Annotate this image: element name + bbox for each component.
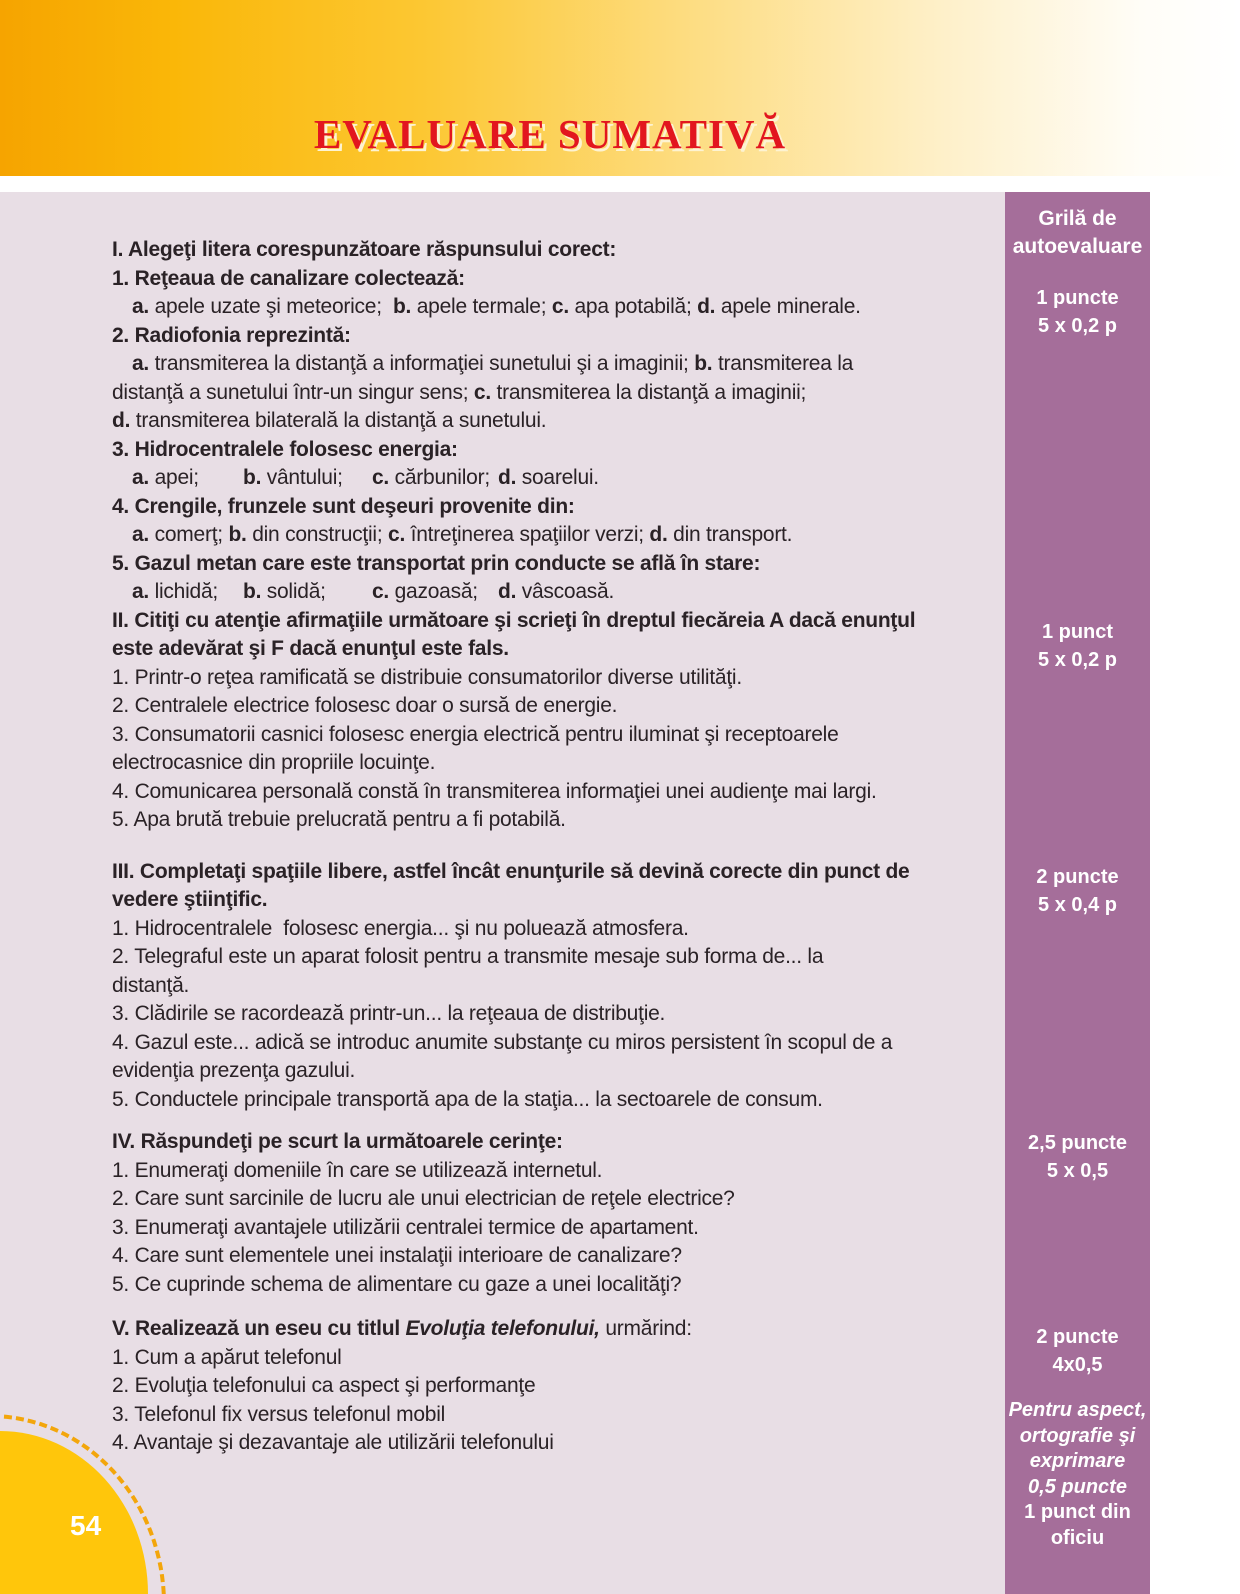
text-segment: 3. Enumeraţi avantajele utilizării centralei termice de apartament. xyxy=(112,1215,699,1239)
question-line xyxy=(112,692,1005,721)
text-segment: transmiterea la distanţă a imaginii; xyxy=(490,380,807,404)
text-segment: gazoasă; xyxy=(389,580,478,603)
question-line xyxy=(112,1271,1005,1300)
question-line xyxy=(112,322,1005,351)
text-segment: 2 puncte xyxy=(1036,1326,1119,1348)
text-segment: I. Alegeţi litera corespunzătoare răspunsului corect: xyxy=(112,238,617,261)
text-segment: c. xyxy=(551,295,569,318)
question-section xyxy=(112,607,1005,835)
text-segment: 5. Apa brută trebuie prelucrată pentru a fi potabilă. xyxy=(112,808,566,831)
text-segment: 3. Consumatorii casnici folosesc energia electrică pentru iluminat şi receptoarele xyxy=(112,722,839,746)
score-entry-line xyxy=(1005,1158,1150,1186)
text-segment: vedere ştiinţific. xyxy=(112,888,268,911)
answer-option xyxy=(498,578,614,607)
text-segment: apa potabilă; xyxy=(568,295,698,318)
text-segment: Pentru aspect, xyxy=(1008,1399,1147,1421)
text-segment: 5. Gazul metan care este transportat prin conducte se află în stare: xyxy=(112,551,761,575)
question-section xyxy=(112,1315,1005,1458)
text-segment: distanţă a sunetului într-un singur sens; xyxy=(112,380,474,404)
text-segment: b. xyxy=(228,523,247,546)
question-line xyxy=(112,1185,1005,1214)
text-segment: întreţinerea spaţiilor verzi; xyxy=(405,523,650,546)
question-line xyxy=(112,407,1005,436)
question-line xyxy=(112,436,1005,465)
score-entry-line xyxy=(1005,285,1150,313)
question-line xyxy=(112,1057,1005,1086)
score-entry-line xyxy=(1005,1424,1150,1450)
text-segment: 4. Comunicarea personală constă în transmiterea informaţiei unei audienţe mai largi. xyxy=(112,779,877,803)
text-segment: 1 punct xyxy=(1041,621,1114,643)
score-entry-line xyxy=(1005,1130,1150,1158)
text-segment: apei; xyxy=(149,466,199,489)
question-section xyxy=(112,1128,1005,1299)
answer-option xyxy=(372,464,490,493)
text-segment: distanţă. xyxy=(112,973,190,997)
text-segment: exprimare xyxy=(1029,1450,1126,1472)
score-entry xyxy=(1005,285,1150,340)
text-segment: a. xyxy=(132,466,150,489)
answer-option xyxy=(132,464,199,493)
text-segment: lichidă; xyxy=(149,580,218,603)
question-line xyxy=(112,578,1005,607)
score-entry-line xyxy=(1005,313,1150,341)
score-entry-line xyxy=(1005,647,1150,675)
text-segment: 3. Telefonul fix versus telefonul mobil xyxy=(112,1402,446,1426)
score-entry-line xyxy=(1005,1500,1150,1526)
text-segment: 1. Cum a apărut telefonul xyxy=(112,1345,342,1369)
text-segment: solidă; xyxy=(261,580,326,603)
text-segment: din transport. xyxy=(667,523,793,546)
text-segment: II. Citiţi cu atenţie afirmaţiile următoare şi scrieţi în dreptul fiecăreia A dacă enunţul xyxy=(112,608,916,632)
score-entry-line xyxy=(1005,892,1150,920)
text-segment: 4. Care sunt elementele unei instalaţii interioare de canalizare? xyxy=(112,1244,682,1267)
text-segment: 2. Evoluţia telefonului ca aspect şi performanţe xyxy=(112,1374,536,1397)
question-line xyxy=(112,778,1005,807)
text-segment: din construcţii; xyxy=(246,523,389,546)
text-segment: 2 puncte xyxy=(1036,866,1119,888)
text-segment: 5 x 0,2 p xyxy=(1038,648,1117,671)
question-line xyxy=(112,1315,1005,1344)
question-line xyxy=(112,1214,1005,1243)
text-segment: c. xyxy=(388,523,406,546)
question-line xyxy=(112,1344,1005,1373)
text-segment: 5 x 0,4 p xyxy=(1038,893,1117,916)
question-line xyxy=(112,943,1005,972)
answer-option xyxy=(243,578,326,607)
score-entry xyxy=(1005,1324,1150,1379)
text-segment: 3. Clădirile se racordează printr-un... la reţeaua de distribuţie. xyxy=(112,1002,666,1025)
score-entry xyxy=(1005,864,1150,919)
question-line xyxy=(112,236,1005,265)
text-segment: vâscoasă. xyxy=(516,580,615,603)
text-segment: apele minerale. xyxy=(715,295,861,318)
question-line xyxy=(112,635,1005,664)
text-segment: 1. Hidrocentralele folosesc energia... şi nu poluează atmosfera. xyxy=(112,916,689,940)
text-segment: 4. Crengile, frunzele sunt deşeuri provenite din: xyxy=(112,494,575,518)
text-segment: d. xyxy=(112,409,131,432)
answer-option xyxy=(498,464,599,493)
text-segment: apele termale; xyxy=(411,295,552,318)
text-segment: 5 x 0,2 p xyxy=(1038,314,1117,337)
question-line xyxy=(112,1000,1005,1029)
score-entry-line xyxy=(1005,1398,1150,1424)
question-line xyxy=(112,379,1005,408)
text-segment: IV. Răspundeţi pe scurt la următoarele cerinţe: xyxy=(112,1130,563,1153)
questions-area xyxy=(0,192,1005,1594)
text-segment: electrocasnice din propriile locuinţe. xyxy=(112,751,436,774)
text-segment: vântului; xyxy=(261,466,343,489)
question-line xyxy=(112,350,1005,379)
text-segment: c. xyxy=(473,380,491,404)
score-entry xyxy=(1005,1398,1150,1551)
questions-text xyxy=(112,236,1005,1458)
question-line xyxy=(112,1429,1005,1458)
text-segment: c. xyxy=(372,580,390,603)
text-segment: oficiu xyxy=(1050,1526,1105,1549)
answer-option xyxy=(132,578,218,607)
self-evaluation-panel-title xyxy=(1005,205,1150,261)
text-segment: d. xyxy=(649,523,668,546)
question-line xyxy=(112,1242,1005,1271)
text-segment: urmărind: xyxy=(599,1317,692,1340)
text-segment: a. xyxy=(132,295,150,318)
question-line xyxy=(112,664,1005,693)
panel-title-line: Grilă de xyxy=(1038,207,1117,230)
text-segment: transmiterea bilaterală la distanţă a sunetului. xyxy=(130,409,547,432)
question-line xyxy=(112,1401,1005,1430)
text-segment: comerţ; xyxy=(149,523,229,546)
text-segment: 1 punct din xyxy=(1024,1501,1131,1523)
score-entry-line xyxy=(1005,619,1150,647)
text-segment: 5 x 0,5 xyxy=(1046,1159,1109,1182)
text-segment: 2. Telegraful este un aparat folosit pentru a transmite mesaje sub forma de... la xyxy=(112,945,824,968)
text-segment: d. xyxy=(498,580,517,603)
question-line xyxy=(112,1157,1005,1186)
score-entry-line xyxy=(1005,1324,1150,1352)
text-segment: 1. Reţeaua de canalizare colectează: xyxy=(112,266,465,290)
text-segment: 5. Conductele principale transportă apa de la staţia... la sectoarele de consum. xyxy=(112,1087,823,1111)
answer-option xyxy=(243,464,343,493)
score-entry-line xyxy=(1005,864,1150,892)
text-segment: ortografie şi xyxy=(1019,1424,1136,1447)
score-entry-line xyxy=(1005,1449,1150,1475)
text-segment: 1. Enumeraţi domeniile în care se utilizează internetul. xyxy=(112,1158,603,1182)
text-segment: b. xyxy=(694,352,713,375)
question-line xyxy=(112,607,1005,636)
question-line xyxy=(112,858,1005,887)
question-line xyxy=(112,915,1005,944)
score-entry xyxy=(1005,1130,1150,1185)
self-evaluation-panel xyxy=(1005,192,1150,1594)
text-segment: a. xyxy=(132,523,150,546)
page-number: 54 xyxy=(70,1510,102,1541)
text-segment: este adevărat şi F dacă enunţul este fals. xyxy=(112,637,509,660)
text-segment: cărbunilor; xyxy=(389,466,490,489)
text-segment: 1. Printr-o reţea ramificată se distribuie consumatorilor diverse utilităţi. xyxy=(112,665,742,689)
page-title: EVALUARE SUMATIVĂ xyxy=(313,111,787,157)
question-section xyxy=(112,858,1005,1115)
text-segment: 5. Ce cuprinde schema de alimentare cu gaze a unei localităţi? xyxy=(112,1272,682,1296)
text-segment: c. xyxy=(372,466,390,489)
text-segment: 0,5 puncte xyxy=(1028,1475,1127,1498)
question-line xyxy=(112,1029,1005,1058)
text-segment: 3. Hidrocentralele folosesc energia: xyxy=(112,437,458,461)
question-line xyxy=(112,972,1005,1001)
answer-option xyxy=(372,578,478,607)
text-segment: apele uzate şi meteorice; xyxy=(149,295,393,318)
text-segment: 2. Radiofonia reprezintă: xyxy=(112,323,351,347)
question-line xyxy=(112,293,1005,322)
text-segment: b. xyxy=(243,580,262,603)
text-segment: soarelui. xyxy=(516,466,599,489)
text-segment: Evoluţia telefonului, xyxy=(405,1317,600,1340)
text-segment: b. xyxy=(243,466,262,489)
text-segment: 2. Centralele electrice folosesc doar o sursă de energie. xyxy=(112,694,618,717)
question-line xyxy=(112,721,1005,750)
question-line xyxy=(112,749,1005,778)
text-segment: b. xyxy=(392,295,412,318)
text-segment: a. xyxy=(132,352,150,375)
score-entry-line xyxy=(1005,1352,1150,1380)
page-header-banner xyxy=(0,0,1240,176)
text-segment: d. xyxy=(498,466,517,489)
question-line xyxy=(112,493,1005,522)
question-line xyxy=(112,1086,1005,1115)
text-segment: V. Realizează un eseu cu titlul xyxy=(112,1317,406,1340)
text-segment: 1 puncte xyxy=(1036,287,1119,309)
text-segment: 2,5 puncte xyxy=(1028,1132,1127,1154)
question-line xyxy=(112,265,1005,294)
text-segment: a. xyxy=(132,580,150,603)
text-segment: 4. Gazul este... adică se introduc anumite substanţe cu miros persistent în scopul de a xyxy=(112,1030,893,1054)
question-line xyxy=(112,886,1005,915)
score-entry-line xyxy=(1005,1526,1150,1552)
text-segment: transmiterea la distanţă a informaţiei sunetului şi a imaginii; xyxy=(149,352,695,375)
question-line xyxy=(112,1128,1005,1157)
score-entry xyxy=(1005,619,1150,674)
text-segment: evidenţia prezenţa gazului. xyxy=(112,1059,356,1082)
text-segment: III. Completaţi spaţiile libere, astfel încât enunţurile să devină corecte din punct de xyxy=(112,859,910,883)
text-segment: 4. Avantaje şi dezavantaje ale utilizării telefonului xyxy=(112,1431,554,1454)
panel-title-line: autoevaluare xyxy=(1012,235,1143,258)
question-line xyxy=(112,1372,1005,1401)
score-entry-line xyxy=(1005,1475,1150,1501)
text-segment: d. xyxy=(697,295,716,318)
question-line xyxy=(112,806,1005,835)
question-line xyxy=(112,521,1005,550)
text-segment: 2. Care sunt sarcinile de lucru ale unui electrician de reţele electrice? xyxy=(112,1187,735,1210)
text-segment: 4x0,5 xyxy=(1052,1353,1103,1376)
text-segment: transmiterea la xyxy=(712,352,854,375)
question-line xyxy=(112,464,1005,493)
question-line xyxy=(112,550,1005,579)
question-section xyxy=(112,236,1005,607)
